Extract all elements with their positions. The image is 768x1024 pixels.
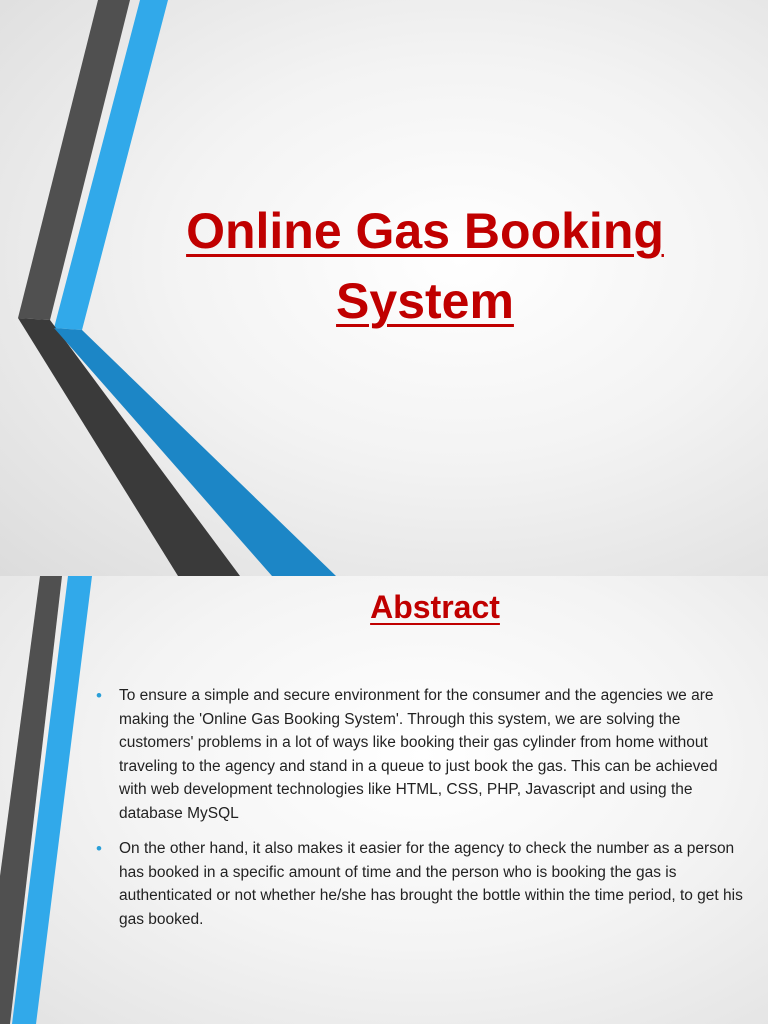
deco-dark-stripe-lower [18, 318, 240, 576]
bullet-dot-icon: • [96, 686, 102, 705]
bullet-text: On the other hand, it also makes it easier for the agency to check the number as a person has booked in a specific amount of time and the person who is booking the gas is authenticated or not whether he/she has brought the bottle within the time period, to get his gas booked. [119, 840, 743, 928]
slide-abstract [0, 576, 768, 1024]
list-item [96, 837, 746, 931]
bullet-text: To ensure a simple and secure environment for the consumer and the agencies we are making the 'Online Gas Booking System'. Through this system, we are solving the customers' problems in a lot of ways like booking their gas cylinder from home without traveling to the agency and stand in a queue to just book the gas. This can be achieved with web development technologies like HTML, CSS, PHP, Javascript and using the database MySQL [119, 687, 718, 822]
slide-title-text: Online Gas Booking System [186, 203, 664, 329]
abstract-bullet-list [96, 684, 746, 943]
abstract-heading: Abstract [370, 589, 500, 625]
bullet-dot-icon: • [96, 839, 102, 858]
list-item [96, 684, 746, 825]
